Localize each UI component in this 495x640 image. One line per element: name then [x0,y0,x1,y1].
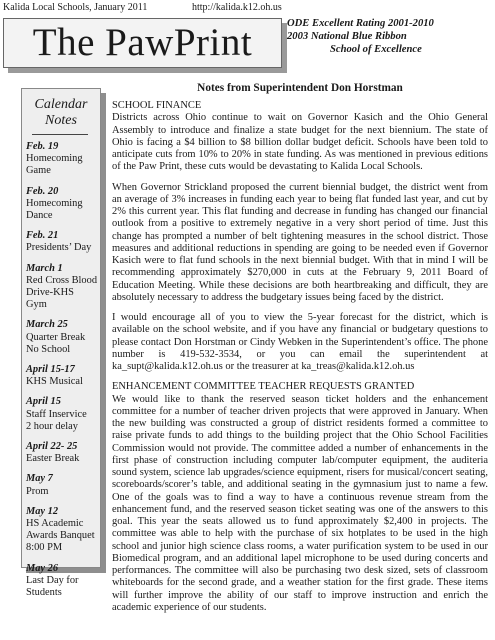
calendar-date: April 15 [26,396,61,408]
paragraph-4: We would like to thank the reserved season ticket holders and the enhancement committee for a number of teacher driven projects that were approved in January. When the new building was constructed a group of district residents formed a committee to raise private funds to add things to the building project that the Ohio School Facilities Commission would not provide. The committee added a number of enhancements in the first phase of construction including computer lab/computer equipment, the auditeria sound system, science lab upgrades/science equipment, risers for musical/concert seating, scoreboards/scorer’s table, and additional seating in the gymnasium just to name a few. One of the goals was to find a way to have a continuous revenue stream from the enhancement fund, and the reserved season ticket seating was one of the answers to this goal. This year the seats allowed us to fund approximately $2,400 in projects. The committee was able to help with the purchase of six hotplates to be used in the high school and junior high science class rooms, a water purification system to be used in our Biomedical program, and an additional lapel microphone to be used during concerts and performances. The committee will also be purchasing two desk sized, sets of classroom whiteboards for the second grade, and a weather station for the first grade. These items will further improve the ability of our staff to improve instruction and enrich the academic experience of our students. [112,393,488,613]
ode-line-1: ODE Excellent Rating 2001-2010 [287,18,434,29]
issue-date-label: Kalida Local Schools, January 2011 [3,2,148,13]
calendar-event-text: Presidents’ Day [26,242,92,254]
paragraph-1: Districts across Ohio continue to wait on Governor Kasich and the Ohio General Assembly to introduce and finalize a state budget for the next biennium. The state of Ohio is facing a $4 billion to $8 billion dollar budget deficit. Schools have been told to anticipate cuts from 10% to 20% in state funding. As was mentioned in previous editions of the Paw Print, these cuts would be devastating to Kalida Local Schools. [112,112,488,173]
sidebar-title-line-2: Notes [45,113,77,128]
calendar-item [26,186,97,223]
calendar-event-text: Homecoming [26,197,83,209]
calendar-item [26,441,97,465]
calendar-item [26,396,97,433]
ode-rating-block [287,17,493,56]
calendar-event-text: Easter Break [26,453,80,465]
paragraph-3: I would encourage all of you to view the 5-year forecast for the district, which is available on the school website, and if you have any financial or budgetary questions to please contact Don Horstman or Cindy Webken in the Superintendent’s office. The phone number is 419-532-3534, or you can email the superintendent at ka_supt@kalida.k12.oh.us or the treasurer at ka_treas@kalida.k12.oh.us [112,312,488,372]
calendar-item [26,563,97,600]
calendar-event-text: Awards Banquet [26,530,95,542]
calendar-event-text: No School [26,343,71,355]
masthead [3,18,282,68]
website-url[interactable]: http://kalida.k12.oh.us [192,2,282,13]
calendar-date: Feb. 20 [26,185,59,197]
calendar-item [26,319,97,356]
paragraph-2: When Governor Strickland proposed the current biennial budget, the district went from an average of 3% increases in funding each year to being flat funded last year, and cut by 2% this current year. This flat funding and decrease in funding has changed our financial outlook from a positive to extremely negative in a very short period of time. Just this change has prompted a number of belt tightening measures in the school district. Those measures and additional reductions in spending are going to be needed even if Governor Kasich were to flat fund schools in the next biennial budget. With that in mind I will be recommending approximately $270,000 in cuts at the February 9, 2011 Board of Education Meeting. While these decisions are both heartbreaking and difficult, they are absolutely necessary to address the budgetary issues being faced by the district. [112,181,488,303]
calendar-event-text: HS Academic [26,518,84,530]
calendar-date: May 7 [26,473,53,485]
calendar-event-text: Quarter Break [26,331,86,343]
sidebar-divider [32,134,88,135]
calendar-event-text: Last Day for [26,574,79,586]
calendar-event-text: Drive-KHS Gym [26,287,74,311]
calendar-date: Feb. 21 [26,230,59,242]
calendar-date: March 25 [26,319,68,331]
calendar-list [22,141,100,599]
calendar-date: April 15-17 [26,364,75,376]
calendar-item [26,364,97,388]
calendar-date: Feb. 19 [26,141,59,152]
calendar-event-text: Game [26,165,51,177]
calendar-notes-sidebar [21,88,101,599]
ode-line-3: School of Excellence [330,44,422,55]
calendar-item [26,141,97,178]
calendar-item [26,263,97,312]
calendar-event-text: Homecoming [26,153,83,165]
calendar-event-text: 8:00 PM [26,542,63,554]
article-heading: Notes from Superintendent Don Horstman [197,82,403,94]
calendar-date: March 1 [26,262,63,274]
newsletter-title: The PawPrint [32,21,253,64]
calendar-event-text: 2 hour delay [26,420,78,432]
calendar-event-text: Prom [26,485,49,497]
calendar-event-text: Staff Inservice [26,408,87,420]
article [112,82,488,622]
calendar-date: May 12 [26,505,59,517]
section-title-enhancement: ENHANCEMENT COMMITTEE TEACHER REQUESTS GRANTED [112,381,415,393]
calendar-event-text: Dance [26,210,53,222]
calendar-item [26,506,97,555]
sidebar-title-line-1: Calendar [34,97,88,112]
calendar-event-text: Students [26,587,62,599]
section-title-school-finance: SCHOOL FINANCE [112,100,202,111]
calendar-item [26,473,97,497]
calendar-event-text: KHS Musical [26,376,83,388]
calendar-event-text: Red Cross Blood [26,274,98,286]
ode-line-2: 2003 National Blue Ribbon [287,31,407,42]
calendar-date: April 22- 25 [26,441,78,453]
sidebar-title [22,97,100,129]
calendar-date: May 26 [26,562,59,574]
calendar-item [26,230,97,254]
